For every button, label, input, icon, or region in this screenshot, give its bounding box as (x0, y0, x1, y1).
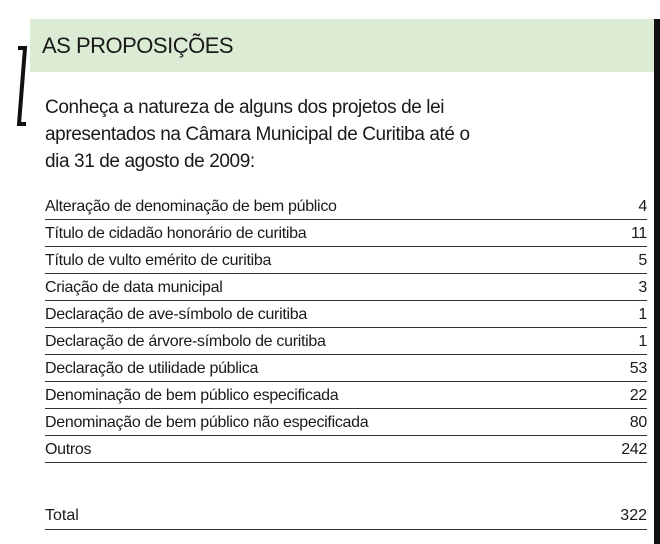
bracket-icon (14, 44, 30, 128)
table-row (45, 193, 647, 220)
total-value: 322 (620, 507, 647, 524)
row-value: 22 (629, 387, 647, 404)
table-row (45, 409, 647, 436)
table-row (45, 355, 647, 382)
row-label: Título de vulto emérito de curitiba (45, 252, 272, 269)
row-value: 1 (638, 333, 647, 350)
row-value: 3 (638, 279, 647, 296)
row-value: 5 (638, 252, 647, 269)
section-title: AS PROPOSIÇÕES (42, 33, 234, 58)
row-label: Título de cidadão honorário de curitiba (45, 225, 307, 242)
row-value: 242 (621, 441, 647, 458)
table-row (45, 220, 647, 247)
row-label: Declaração de ave-símbolo de curitiba (45, 306, 307, 323)
proposals-table (45, 193, 647, 463)
intro-line: apresentados na Câmara Municipal de Curitiba até o (45, 124, 470, 145)
total-label: Total (45, 507, 79, 524)
row-value: 4 (638, 198, 647, 215)
table-row (45, 328, 647, 355)
table-row (45, 436, 647, 463)
row-label: Criação de data municipal (45, 279, 223, 296)
table-row (45, 274, 647, 301)
intro-paragraph (45, 94, 555, 175)
table-row (45, 382, 647, 409)
row-label: Denominação de bem público especificada (45, 387, 339, 404)
table-row (45, 301, 647, 328)
row-value: 11 (630, 225, 647, 242)
row-value: 80 (629, 414, 647, 431)
right-edge-bar (654, 19, 660, 544)
row-label: Declaração de árvore-símbolo de curitiba (45, 333, 326, 350)
intro-line: dia 31 de agosto de 2009: (45, 151, 255, 172)
row-label: Alteração de denominação de bem público (45, 198, 337, 215)
table-row (45, 247, 647, 274)
row-value: 53 (629, 360, 647, 377)
row-label: Declaração de utilidade pública (45, 360, 259, 377)
row-value: 1 (638, 306, 647, 323)
intro-line: Conheça a natureza de alguns dos projetos de lei (45, 97, 445, 118)
row-label: Outros (45, 441, 92, 458)
total-row (45, 502, 647, 530)
row-label: Denominação de bem público não especificada (45, 414, 369, 431)
